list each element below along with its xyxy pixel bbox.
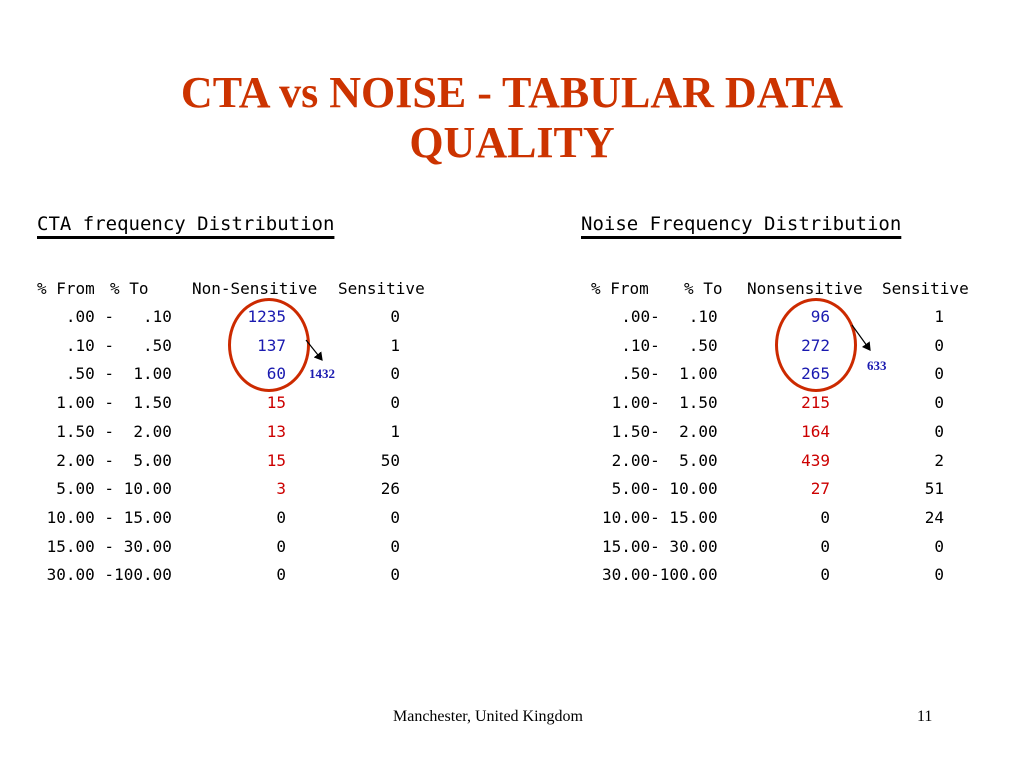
- cta-row-nonsensitive: 0: [276, 565, 286, 585]
- noise-col-from: % From: [591, 279, 649, 298]
- noise-row-range: .50- 1.00: [602, 364, 718, 384]
- cta-row-range: 2.00 - 5.00: [37, 450, 172, 470]
- slide-page-number: 11: [917, 708, 933, 725]
- cta-row-range: 1.50 - 2.00: [37, 421, 172, 441]
- cta-row-sensitive: 0: [390, 536, 400, 556]
- cta-row-nonsensitive: 60: [266, 364, 286, 384]
- noise-row-nonsensitive: 164: [801, 421, 830, 441]
- noise-row-range: 30.00-100.00: [602, 565, 718, 585]
- cta-row-range: .10 - .50: [37, 335, 172, 355]
- footer-location: Manchester, United Kingdom: [393, 708, 583, 725]
- noise-row-nonsensitive: 265: [801, 364, 830, 384]
- noise-row-sensitive: 24: [924, 507, 944, 527]
- cta-col-sensitive: Sensitive: [338, 279, 425, 298]
- noise-row-sensitive: 51: [924, 479, 944, 499]
- noise-circled-sum-label: 633: [867, 358, 887, 373]
- cta-row-sensitive: 0: [390, 565, 400, 585]
- cta-row-nonsensitive: 1235: [247, 307, 286, 326]
- cta-row-nonsensitive: 137: [257, 335, 286, 355]
- noise-row-sensitive: 0: [934, 421, 944, 441]
- noise-row-range: 15.00- 30.00: [602, 536, 718, 556]
- noise-row-nonsensitive: 96: [810, 307, 830, 326]
- noise-row-nonsensitive: 0: [820, 536, 830, 556]
- cta-row-sensitive: 1: [390, 421, 400, 441]
- cta-row-range: 1.00 - 1.50: [37, 393, 172, 413]
- noise-row-range: 1.00- 1.50: [602, 393, 718, 413]
- noise-row-sensitive: 0: [934, 364, 944, 384]
- cta-row-nonsensitive: 0: [276, 507, 286, 527]
- noise-row-range: 5.00- 10.00: [602, 479, 718, 499]
- cta-circled-sum-label: 1432: [309, 366, 335, 381]
- noise-row-range: .10- .50: [602, 335, 718, 355]
- cta-row-sensitive: 26: [380, 479, 400, 499]
- cta-row-sensitive: 0: [390, 307, 400, 326]
- noise-row-nonsensitive: 0: [820, 565, 830, 585]
- noise-row-sensitive: 1: [934, 307, 944, 326]
- noise-row-nonsensitive: 439: [801, 450, 830, 470]
- cta-row-sensitive: 0: [390, 393, 400, 413]
- cta-row-range: 15.00 - 30.00: [37, 536, 172, 556]
- noise-sum-arrow: [852, 325, 870, 350]
- cta-row-nonsensitive: 3: [276, 479, 286, 499]
- noise-col-nonsensitive: Nonsensitive: [747, 279, 863, 298]
- cta-row-range: .00 - .10: [37, 307, 172, 326]
- noise-row-sensitive: 2: [934, 450, 944, 470]
- cta-col-nonsensitive: Non-Sensitive: [192, 279, 318, 298]
- cta-sum-arrow: [306, 340, 322, 360]
- cta-row-sensitive: 0: [390, 364, 400, 384]
- noise-col-sensitive: Sensitive: [882, 279, 969, 298]
- slide-title-line-1: CTA vs NOISE - TABULAR DATA: [180, 68, 844, 117]
- noise-col-to: % To: [684, 279, 723, 298]
- noise-row-range: .00- .10: [602, 307, 718, 326]
- cta-row-sensitive: 50: [380, 450, 400, 470]
- noise-row-nonsensitive: 272: [801, 335, 830, 355]
- cta-row-range: 10.00 - 15.00: [37, 507, 172, 527]
- noise-row-range: 2.00- 5.00: [602, 450, 718, 470]
- noise-row-sensitive: 0: [934, 335, 944, 355]
- slide-title-line-2: QUALITY: [409, 118, 615, 167]
- noise-row-range: 10.00- 15.00: [602, 507, 718, 527]
- cta-row-nonsensitive: 13: [266, 421, 286, 441]
- noise-row-sensitive: 0: [934, 393, 944, 413]
- cta-col-from: % From: [37, 279, 95, 298]
- noise-row-nonsensitive: 27: [810, 479, 830, 499]
- cta-row-nonsensitive: 0: [276, 536, 286, 556]
- cta-row-nonsensitive: 15: [266, 393, 286, 413]
- noise-row-nonsensitive: 215: [801, 393, 830, 413]
- cta-col-to: % To: [110, 279, 149, 298]
- noise-row-nonsensitive: 0: [820, 507, 830, 527]
- noise-row-sensitive: 0: [934, 565, 944, 585]
- cta-row-range: 5.00 - 10.00: [37, 479, 172, 499]
- noise-table-heading: Noise Frequency Distribution: [581, 213, 902, 235]
- cta-row-sensitive: 1: [390, 335, 400, 355]
- cta-row-nonsensitive: 15: [266, 450, 286, 470]
- cta-row-range: .50 - 1.00: [37, 364, 172, 384]
- noise-row-sensitive: 0: [934, 536, 944, 556]
- cta-row-sensitive: 0: [390, 507, 400, 527]
- noise-row-range: 1.50- 2.00: [602, 421, 718, 441]
- cta-row-range: 30.00 -100.00: [37, 565, 172, 585]
- cta-table-heading: CTA frequency Distribution: [37, 213, 335, 235]
